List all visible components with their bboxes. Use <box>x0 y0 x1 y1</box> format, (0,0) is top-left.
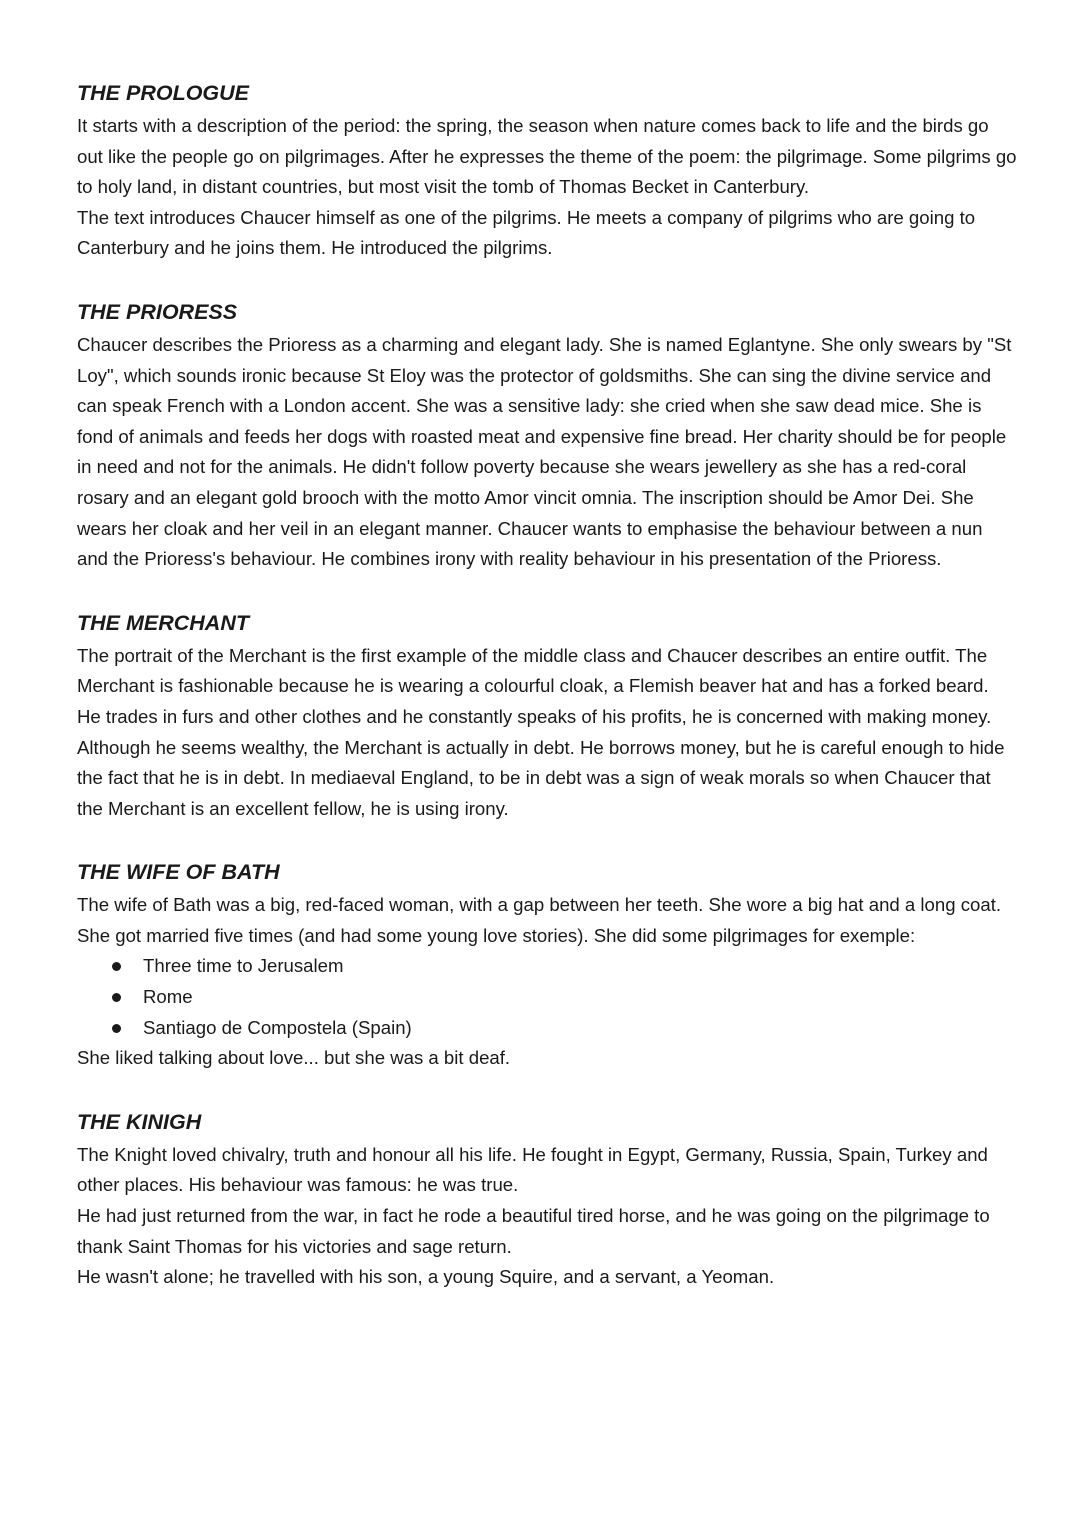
section-paragraph: The text introduces Chaucer himself as one of the pilgrims. He meets a company of pilgrims who are going to Canterbury and he joins them. He introduced the pilgrims. <box>77 206 976 259</box>
section-paragraph: The Knight loved chivalry, truth and honour all his life. He fought in Egypt, Germany, Russia, Spain, Turkey and other places. His behaviour was famous: he was true. <box>77 1143 988 1196</box>
section-wife-of-bath <box>77 857 1017 1074</box>
section-merchant <box>77 608 1017 825</box>
bullet-icon <box>112 1024 121 1033</box>
section-heading: THE KINIGH <box>77 1109 202 1134</box>
list-item <box>109 1013 1017 1044</box>
section-paragraph: He wasn't alone; he travelled with his son, a young Squire, and a servant, a Yeoman. <box>77 1266 775 1288</box>
list-item <box>109 982 1017 1013</box>
section-heading: THE PROLOGUE <box>77 81 250 105</box>
section-knight <box>77 1107 1017 1293</box>
section-heading: THE PRIORESS <box>77 299 238 324</box>
bullet-icon <box>112 962 121 971</box>
document-page <box>77 78 1017 1293</box>
bullet-list <box>77 951 1017 1043</box>
list-item-text: Three time to Jerusalem <box>143 955 344 977</box>
section-paragraph: The portrait of the Merchant is the first example of the middle class and Chaucer describes an entire outfit. The Merchant is fashionable because he is wearing a colourful cloak, a Flemish beaver hat and has a forked beard. He trades in furs and other clothes and he constantly speaks of his profits, he is concerned with making money. Although he seems wealthy, the Merchant is actually in debt. He borrows money, but he is careful enough to hide the fact that he is in debt. In mediaeval England, to be in debt was a sign of weak morals so when Chaucer that the Merchant is an excellent fellow, he is using irony. <box>77 644 1005 819</box>
section-paragraph: It starts with a description of the period: the spring, the season when nature comes back to life and the birds go out like the people go on pilgrimages. After he expresses the theme of the poem: the pilgrimage. Some pilgrims go to holy land, in distant countries, but most visit the tomb of Thomas Becket in Canterbury. <box>77 115 1017 198</box>
section-heading: THE MERCHANT <box>77 610 249 635</box>
section-prioress <box>77 297 1017 575</box>
section-paragraph: He had just returned from the war, in fact he rode a beautiful tired horse, and he was going on the pilgrimage to thank Saint Thomas for his victories and sage return. <box>77 1205 990 1257</box>
section-paragraph: The wife of Bath was a big, red-faced woman, with a gap between her teeth. She wore a big hat and a long coat. She got married five times (and had some young love stories). She did some pilgrimages for exemple: <box>77 894 1002 946</box>
list-item <box>109 951 1017 982</box>
section-prologue <box>77 78 1017 264</box>
section-paragraph: She liked talking about love... but she was a bit deaf. <box>77 1047 511 1069</box>
list-item-text: Rome <box>143 986 193 1008</box>
section-heading: THE WIFE OF BATH <box>77 860 280 885</box>
list-item-text: Santiago de Compostela (Spain) <box>143 1016 412 1038</box>
bullet-icon <box>112 993 121 1002</box>
section-paragraph: Chaucer describes the Prioress as a charming and elegant lady. She is named Eglantyne. She only swears by "St Loy", which sounds ironic because St Eloy was the protector of goldsmiths. She can sing the divine service and can speak French with a London accent. She was a sensitive lady: she cried when she saw dead mice. She is fond of animals and feeds her dogs with roasted meat and expensive fine bread. Her charity should be for people in need and not for the animals. He didn't follow poverty because she wears jewellery as she has a red-coral rosary and an elegant gold brooch with the motto Amor vincit omnia. The inscription should be Amor Dei. She wears her cloak and her veil in an elegant manner. Chaucer wants to emphasise the behaviour between a nun and the Prioress's behaviour. He combines irony with reality behaviour in his presentation of the Prioress. <box>77 333 1012 570</box>
